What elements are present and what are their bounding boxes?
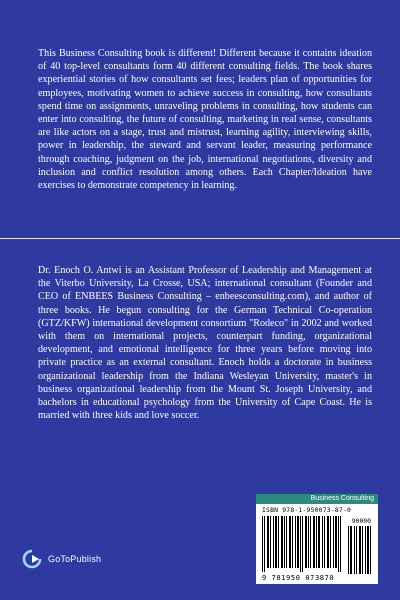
isbn-text: ISBN 978-1-950073-87-0	[262, 506, 352, 514]
isbn-digits: 9 781950 073870	[262, 574, 335, 582]
gotopublish-logo-icon	[22, 549, 42, 569]
addon-barcode-bars	[348, 526, 372, 574]
barcode-bars	[262, 516, 342, 572]
publisher-logo	[22, 549, 101, 569]
category-label: Business Consulting	[256, 494, 378, 504]
section-divider	[0, 238, 400, 239]
author-bio: Dr. Enoch O. Antwi is an Assistant Professor of Leadership and Management at the Viterbo University, La Crosse, USA; international consultant (Founder and CEO of ENBEES Business Consulting – enbeesconsulting.com), and author of three books. He begun consulting for the German Technical Co-operation (GTZ/KFW) international development consortium "Rodeco" in 2002 and worked with them on international projects, counterpart funding, organizational development, and emotional intelligence for three years before moving into private practice as an external consultant. Enoch holds a doctorate in business organizational leadership from the Indiana Wesleyan University, master's in business organizational leadership from the Mount St. Joseph University, and bachelors in educational psychology from the University of Cape Coast. He is married with three kids and love soccer.	[38, 265, 372, 422]
price-code: 90000	[351, 517, 371, 525]
publisher-name: GoToPublish	[48, 554, 102, 564]
back-cover-blurb: This Business Consulting book is different! Different because it contains ideation of 40 top-level consultants form 40 different consulting fields. The book shares experiential stories of how consultants set fees; leaders plan of opportunities for employees, motivating women to achieve success in consulting, how consultants spend time on assignments, unraveling problems in consulting, how students can enter into consulting, the future of consulting, marketing in real sense, consultants are like actors on a stage, trust and mistrust, learning agility, interviewing skills, power in leadership, the steward and servant leader, measuring performance through coaching, judgment on the job, international negotiations, diversity and inclusion and conflict resolution among others. Each Chapter/Ideation have exercises to demonstrate competency in learning.	[38, 48, 372, 192]
isbn-barcode	[256, 494, 378, 584]
